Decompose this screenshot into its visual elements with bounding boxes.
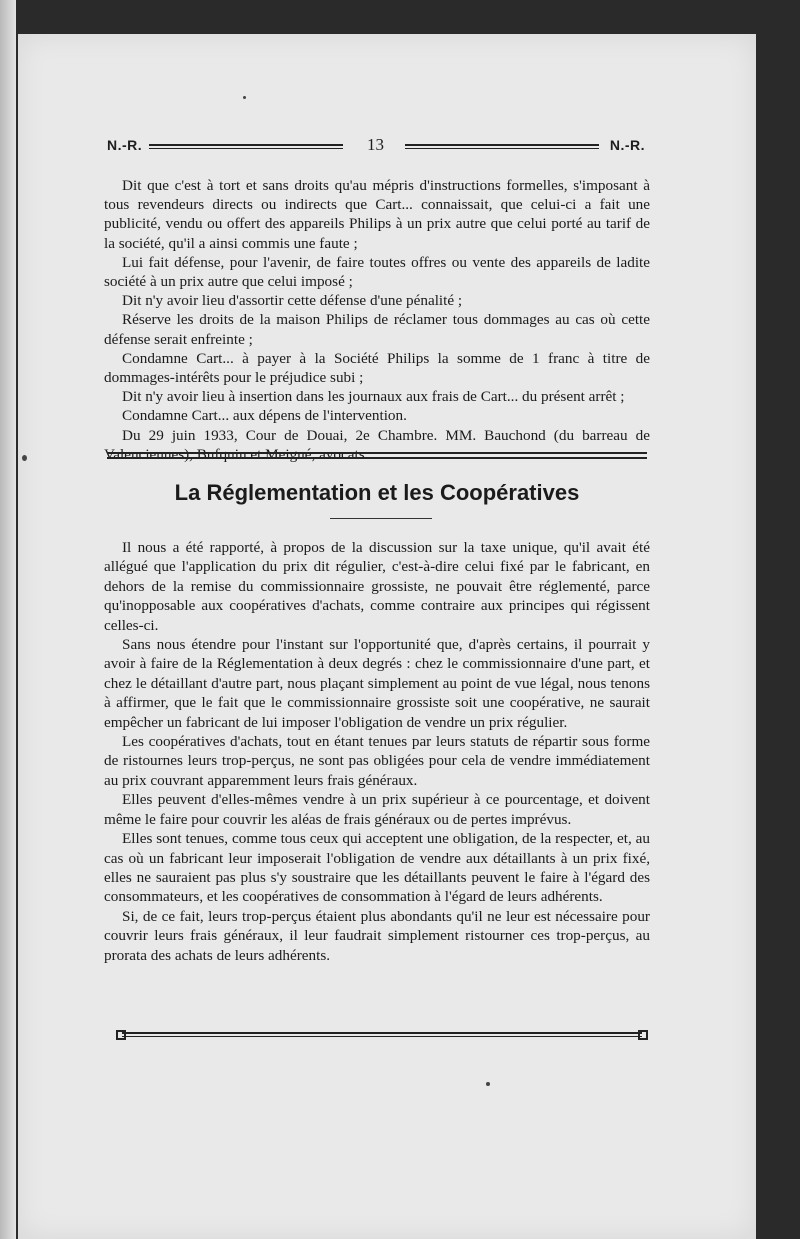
page-speck <box>22 455 27 461</box>
article-body <box>104 538 650 965</box>
header-rule-right <box>405 144 599 149</box>
paragraph: Il nous a été rapporté, à propos de la discussion sur la taxe unique, qu'il avait été allégué que l'application du prix dit régulier, c'est-à-dire celui fixé par le fabricant, en dehors de la remise du commissionnaire grossiste, ne pouvait être réglementé, parce qu'inopposable aux coopératives d'achats, comme contraire aux principes qui régissent celles-ci. <box>104 539 650 634</box>
paragraph: Elles sont tenues, comme tous ceux qui acceptent une obligation, de la respecter, et, au cas où un fabricant leur imposerait l'obligation de vendre aux détaillants à un prix fixé, elles ne sauraient pas plus s'y soustraire que les détaillants peuvent le faire à l'égard des consommateurs, et les coopératives de consommation à l'égard de leurs adhérents. <box>104 830 650 906</box>
page-speck <box>486 1082 490 1086</box>
paragraph: Dit n'y avoir lieu à insertion dans les journaux aux frais de Cart... du présent arrêt ; <box>122 388 625 406</box>
title-underline <box>330 518 432 519</box>
adjacent-page-edge <box>0 0 16 1239</box>
rule-end-square <box>638 1030 648 1040</box>
header-left-label: N.-R. <box>107 137 143 153</box>
header-right-label: N.-R. <box>609 137 645 153</box>
paragraph: Condamne Cart... aux dépens de l'intervention. <box>122 407 407 425</box>
article-title: La Réglementation et les Coopératives <box>174 480 580 505</box>
paragraph: Du 29 juin 1933, Cour de Douai, 2e Chambre. MM. Bauchond (du barreau de Valenciennes), Bufquin et Meigné, avocats. <box>104 426 650 463</box>
paragraph: Si, de ce fait, leurs trop-perçus étaient plus abondants qu'il ne leur est nécessaire pour couvrir leurs frais généraux, il leur faudrait simplement ristourner ces trop-perçus, au prorata des achats de leurs adhérents. <box>104 907 650 964</box>
paragraph: Dit n'y avoir lieu d'assortir cette défense d'une pénalité ; <box>122 292 463 310</box>
paragraph: Lui fait défense, pour l'avenir, de faire toutes offres ou vente des appareils de ladite société à un prix autre que celui imposé ; <box>104 253 650 291</box>
rule-bar <box>122 1032 642 1037</box>
header-rule-left <box>149 144 343 149</box>
end-ornament-rule <box>116 1030 648 1040</box>
ruling-text <box>104 176 650 464</box>
running-header <box>107 135 645 159</box>
paragraph: Condamne Cart... à payer à la Société Philips la somme de 1 franc à titre de dommages-intérêts pour le préjudice subi ; <box>104 349 650 387</box>
paragraph: Sans nous étendre pour l'instant sur l'opportunité que, d'après certains, il pourrait y avoir à faire de la Réglementation à deux degrés : chez le commissionnaire d'une part, et chez le détaillant d'autre part, nous plaçant simplement au point de vue légal, nous tenons à affirmer, que le fait que le commissionnaire grossiste soit une coopérative, ne saurait empêcher un fabricant de lui imposer l'obligation de vendre un prix régulier. <box>104 636 650 731</box>
page-speck <box>243 96 246 99</box>
paragraph: Elles peuvent d'elles-mêmes vendre à un prix supérieur à ce pourcentage, et doivent même le faire pour couvrir les aléas de frais généraux ou de pertes imprévus. <box>104 791 650 828</box>
paragraph: Les coopératives d'achats, tout en étant tenues par leurs statuts de répartir sous forme de ristournes leurs trop-perçus, ne sont pas obligées pour cela de vendre immédiatement au prix couvrant apparemment leurs frais généraux. <box>104 733 650 789</box>
page-number: 13 <box>367 135 384 154</box>
paragraph: Dit que c'est à tort et sans droits qu'au mépris d'instructions formelles, s'imposant à tous revendeurs directs ou indirects que Cart... connaissait, que celui-ci a fait une publicité, vendu ou offert des appareils Philips à un prix autre que celui porté au tarif de la société, qu'il a ainsi commis une faute ; <box>104 177 650 252</box>
section-separator <box>107 452 647 459</box>
paragraph: Réserve les droits de la maison Philips de réclamer tous dommages au cas où cette défense serait enfreinte ; <box>104 311 650 348</box>
